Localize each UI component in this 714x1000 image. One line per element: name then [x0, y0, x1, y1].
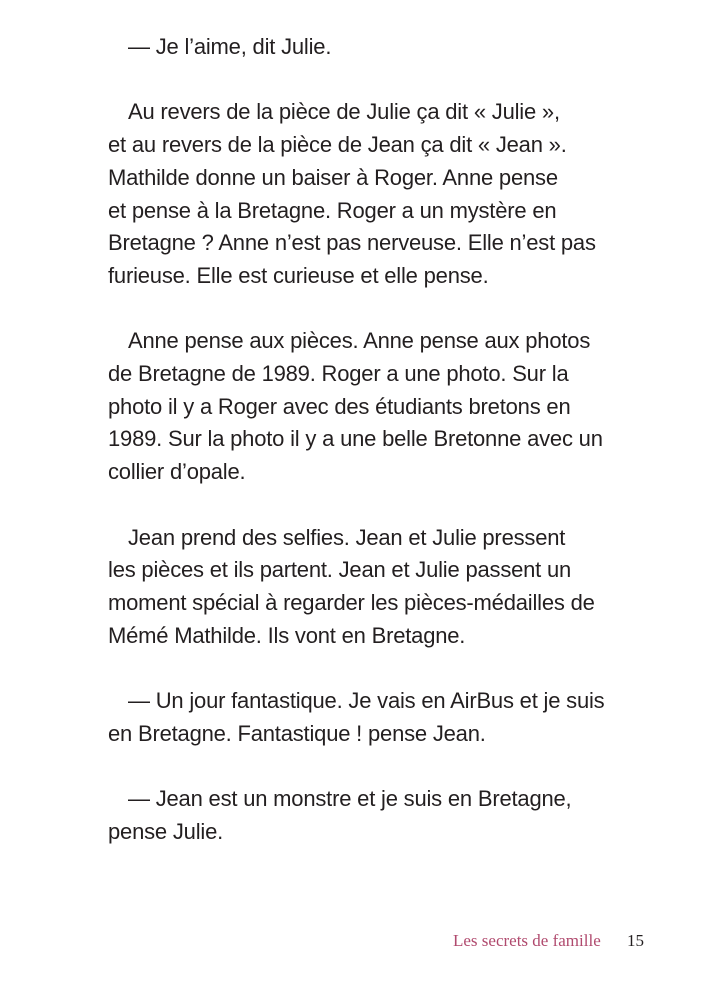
text-line: pense Julie. [108, 818, 224, 844]
text-line: — Je l’aime, dit Julie. [128, 34, 332, 59]
text-line: Bretagne ? Anne n’est pas nerveuse. Elle n’est pas [108, 230, 596, 256]
text-line: 1989. Sur la photo il y a une belle Bretonne avec un [108, 426, 603, 452]
text-line: les pièces et ils partent. Jean et Julie passent un [108, 557, 572, 583]
paragraph [108, 783, 688, 848]
paragraph [108, 31, 688, 64]
text-line: Anne pense aux pièces. Anne pense aux photos [128, 328, 591, 354]
text-line: et pense à la Bretagne. Roger a un mystère en [108, 197, 557, 223]
text-line: photo il y a Roger avec des étudiants bretons en [108, 393, 571, 419]
paragraph [108, 685, 688, 750]
text-line: et au revers de la pièce de Jean ça dit « Jean ». [108, 132, 567, 158]
page-number: 15 [627, 931, 644, 950]
running-title: Les secrets de famille [453, 931, 601, 950]
text-line: moment spécial à regarder les pièces-médailles de [108, 589, 595, 615]
text-line: Mathilde donne un baiser à Roger. Anne pense [108, 164, 558, 190]
page-footer [453, 931, 644, 951]
text-line: de Bretagne de 1989. Roger a une photo. Sur la [108, 361, 569, 386]
body-text [108, 31, 688, 881]
text-line: furieuse. Elle est curieuse et elle pense. [108, 262, 489, 288]
text-line: collier d’opale. [108, 459, 246, 485]
text-line: Jean prend des selfies. Jean et Julie pressent [128, 524, 566, 550]
paragraph [108, 96, 688, 292]
text-line: en Bretagne. Fantastique ! pense Jean. [108, 720, 486, 746]
text-line: Mémé Mathilde. Ils vont en Bretagne. [108, 622, 466, 648]
paragraph [108, 325, 688, 489]
text-line: — Un jour fantastique. Je vais en AirBus et je suis [128, 688, 605, 713]
paragraph [108, 522, 688, 653]
text-line: — Jean est un monstre et je suis en Bretagne, [128, 786, 572, 812]
text-line: Au revers de la pièce de Julie ça dit « Julie », [128, 99, 560, 125]
